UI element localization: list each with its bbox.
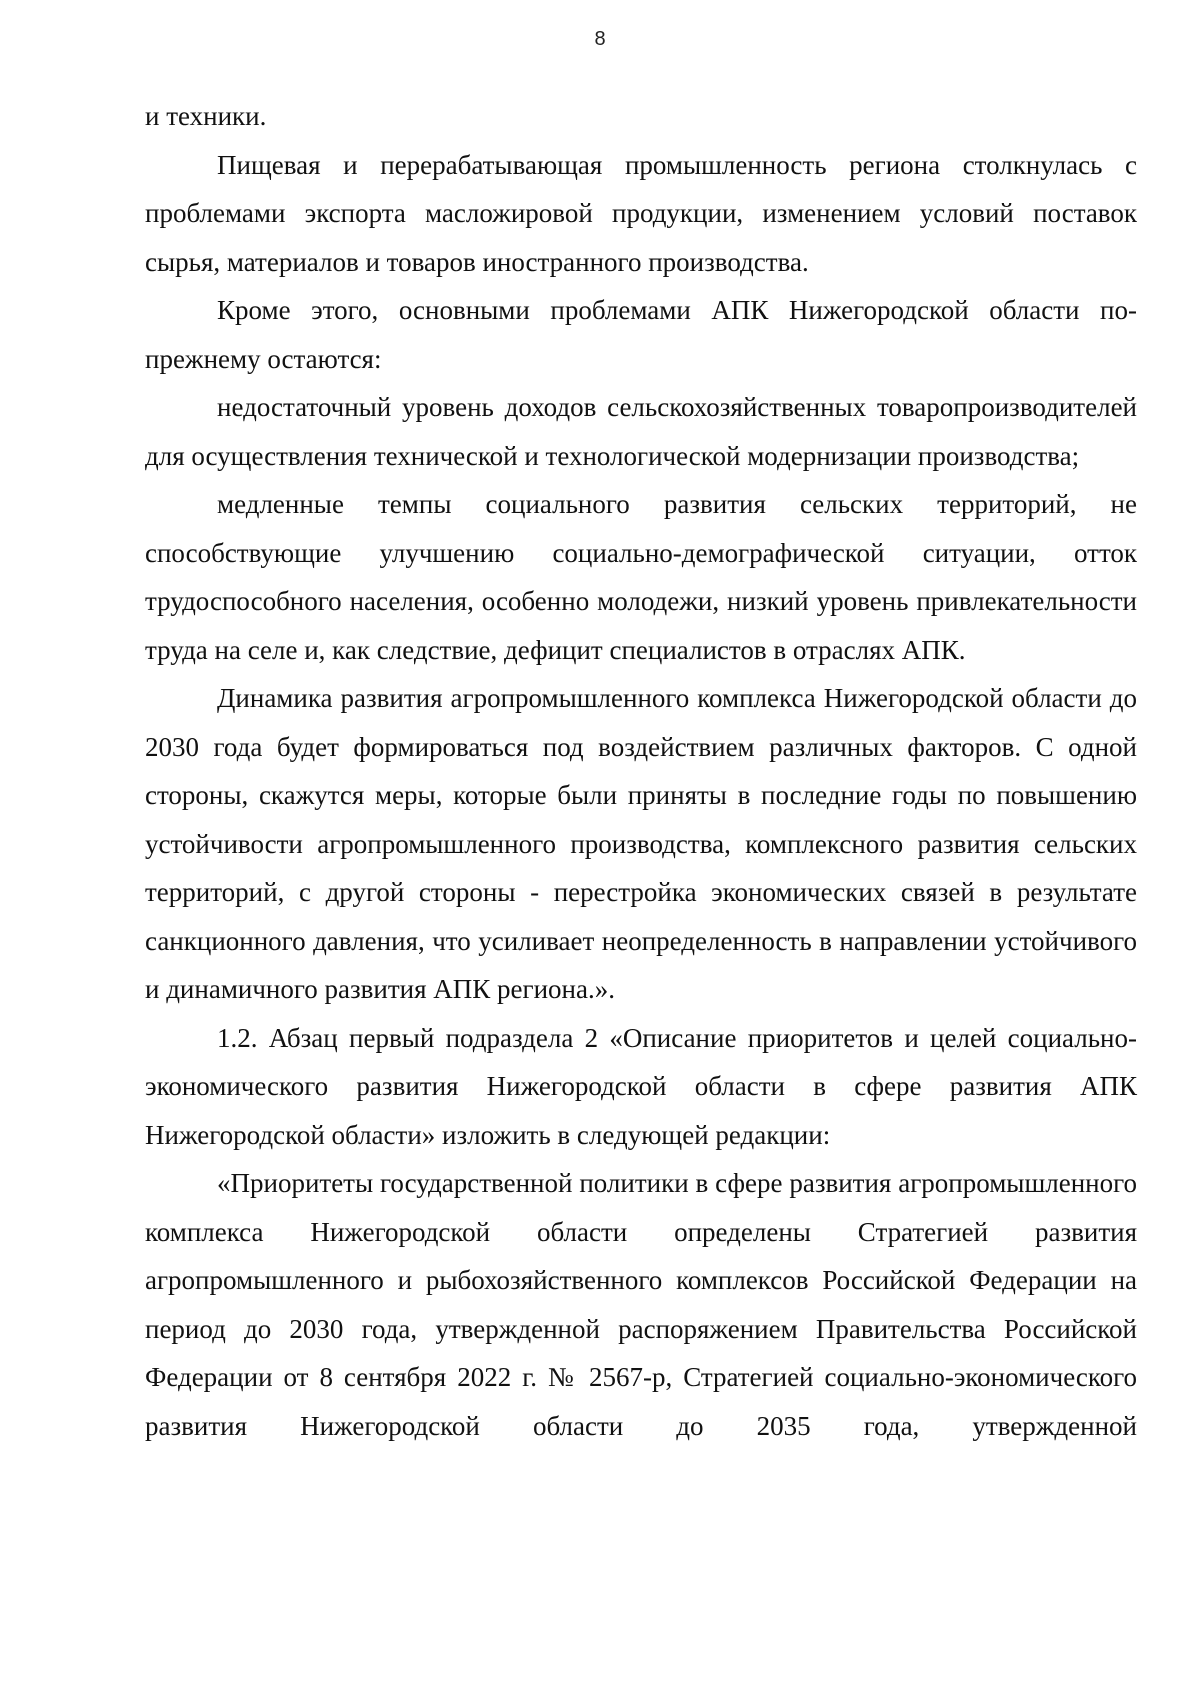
page-number: 8 (594, 28, 606, 50)
paragraph: Кроме этого, основными проблемами АПК Нижегородской области по-прежнему остаются: (145, 295, 1137, 374)
paragraph: «Приоритеты государственной политики в сфере развития агропромышленного комплекса Нижегородской области определены Стратегией развития агропромышленного и рыбохозяйственного комплексов Российской Федерации на период до 2030 года, утвержденной распоряжением Правительства Российской Федерации от 8 сентября 2022 г. № 2567-р, Стратегией социально-экономического развития Нижегородской области до 2035 года, утвержденной (145, 1168, 1137, 1441)
paragraph: Динамика развития агропромышленного комплекса Нижегородской области до 2030 года будет формироваться под воздействием различных факторов. С одной стороны, скажутся меры, которые были приняты в последние годы по повышению устойчивости агропромышленного производства, комплексного развития сельских территорий, с другой стороны - перестройка экономических связей в результате санкционного давления, что усиливает неопределенность в направлении устойчивого и динамичного развития АПК региона.». (145, 683, 1137, 1004)
paragraph: 1.2. Абзац первый подраздела 2 «Описание приоритетов и целей социально-экономического развития Нижегородской области в сфере развития АПК Нижегородской области» изложить в следующей редакции: (145, 1022, 1137, 1150)
paragraph: и техники. (145, 101, 267, 131)
body-text (145, 92, 1137, 1450)
paragraph: недостаточный уровень доходов сельскохозяйственных товаропроизводителей для осуществления технической и технологической модернизации производства; (145, 392, 1137, 471)
paragraph: медленные темпы социального развития сельских территорий, не способствующие улучшению социально-демографической ситуации, отток трудоспособного населения, особенно молодежи, низкий уровень привлекательности труда на селе и, как следствие, дефицит специалистов в отраслях АПК. (145, 489, 1137, 665)
paragraph: Пищевая и перерабатывающая промышленность региона столкнулась с проблемами экспорта масложировой продукции, изменением условий поставок сырья, материалов и товаров иностранного производства. (145, 149, 1137, 277)
